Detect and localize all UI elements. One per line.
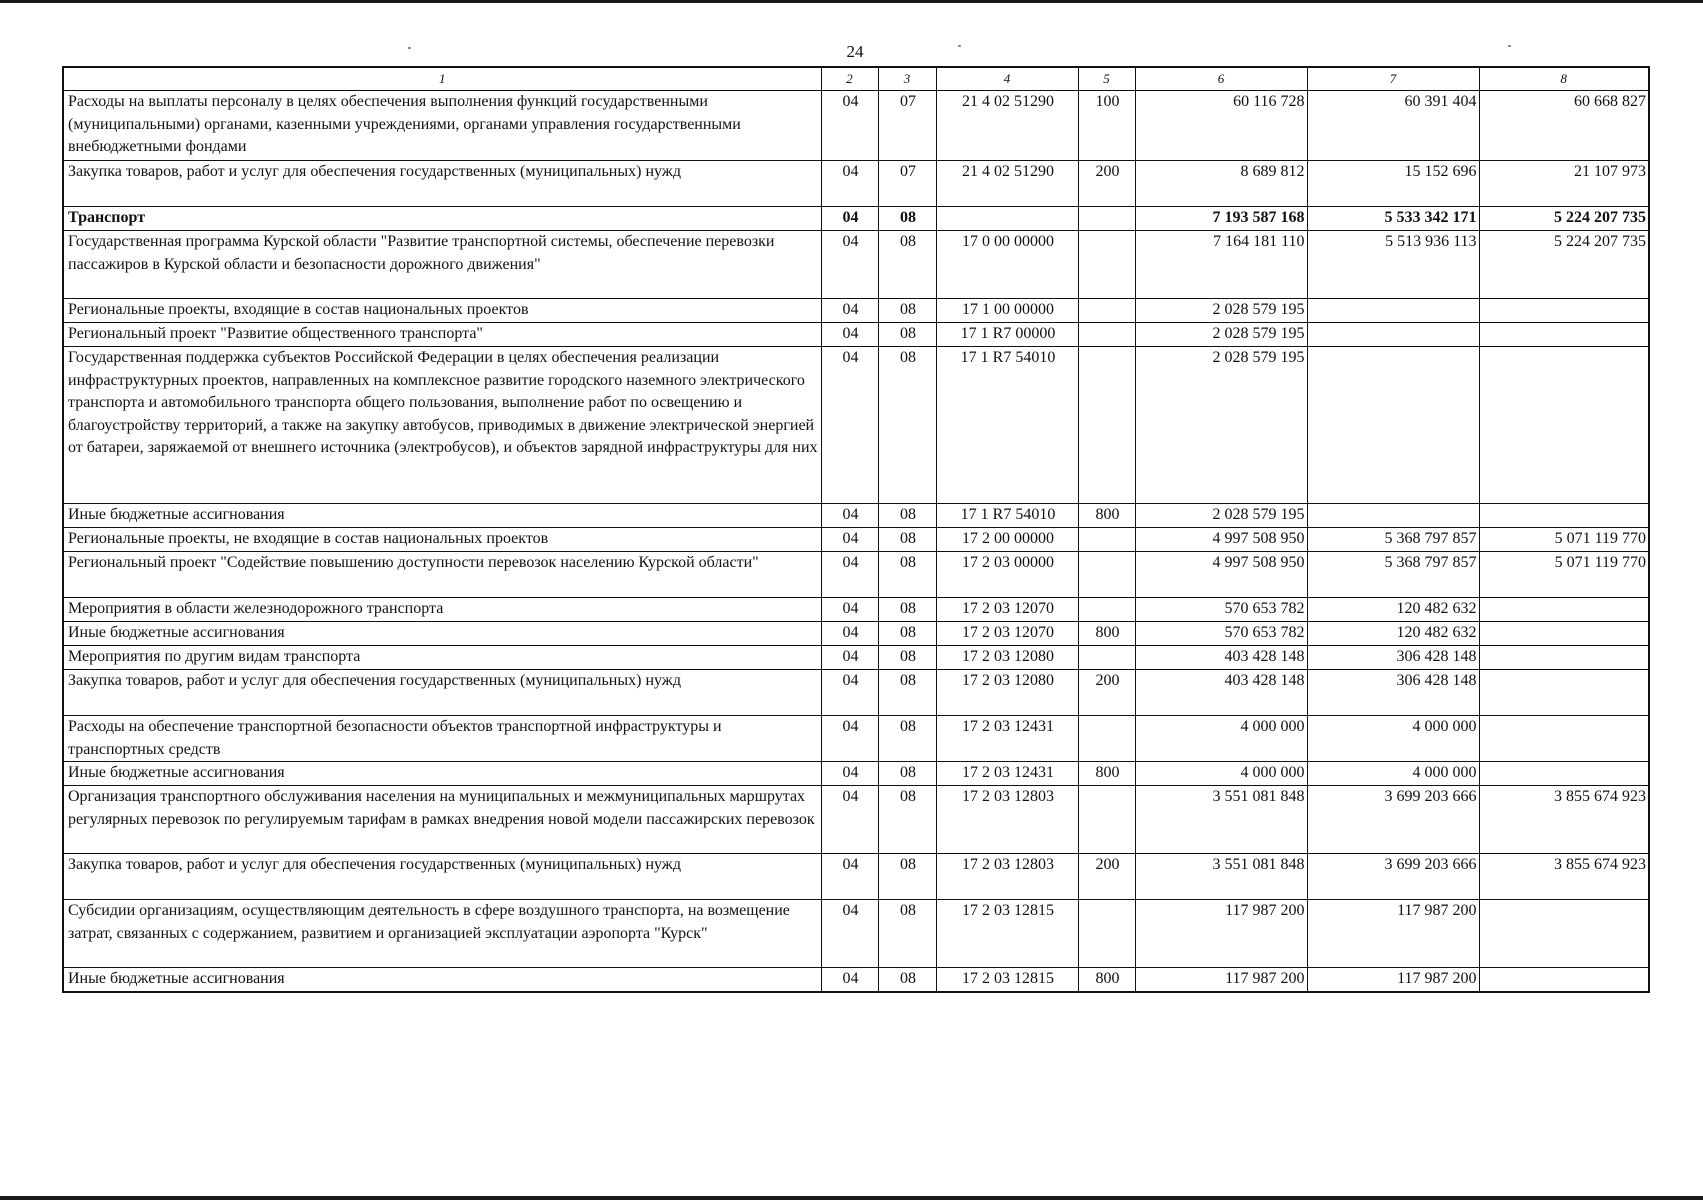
amount-year2-cell: 120 482 632 — [1307, 622, 1479, 646]
column-number: 4 — [936, 67, 1078, 91]
table-row — [63, 504, 1649, 528]
table-row — [63, 968, 1649, 992]
amount-year2-cell — [1307, 299, 1479, 323]
amount-year1-cell: 403 428 148 — [1135, 670, 1307, 716]
amount-year1-cell: 403 428 148 — [1135, 646, 1307, 670]
row-name-cell: Транспорт — [63, 207, 821, 231]
column-number: 8 — [1479, 67, 1649, 91]
subsection-code-cell: 08 — [878, 504, 936, 528]
section-code-cell: 04 — [821, 323, 878, 347]
column-number-row — [63, 67, 1649, 91]
expense-type-cell — [1078, 552, 1135, 598]
expense-type-cell: 800 — [1078, 622, 1135, 646]
amount-year2-cell — [1307, 347, 1479, 504]
expense-type-cell — [1078, 347, 1135, 504]
row-name-cell: Иные бюджетные ассигнования — [63, 968, 821, 992]
target-article-cell: 17 2 03 12431 — [936, 716, 1078, 762]
amount-year2-cell — [1307, 504, 1479, 528]
target-article-cell: 21 4 02 51290 — [936, 161, 1078, 207]
target-article-cell: 17 2 03 12815 — [936, 968, 1078, 992]
expense-type-cell: 800 — [1078, 762, 1135, 786]
amount-year2-cell: 117 987 200 — [1307, 900, 1479, 968]
expense-type-cell — [1078, 528, 1135, 552]
amount-year3-cell — [1479, 968, 1649, 992]
table-row — [63, 91, 1649, 161]
amount-year3-cell — [1479, 299, 1649, 323]
amount-year1-cell: 117 987 200 — [1135, 968, 1307, 992]
row-name-cell: Мероприятия в области железнодорожного транспорта — [63, 598, 821, 622]
expense-type-cell — [1078, 716, 1135, 762]
target-article-cell: 17 1 R7 54010 — [936, 347, 1078, 504]
section-code-cell: 04 — [821, 161, 878, 207]
expense-type-cell — [1078, 323, 1135, 347]
target-article-cell: 17 2 00 00000 — [936, 528, 1078, 552]
amount-year1-cell: 117 987 200 — [1135, 900, 1307, 968]
expense-type-cell — [1078, 207, 1135, 231]
table-row — [63, 670, 1649, 716]
table-row — [63, 323, 1649, 347]
amount-year1-cell: 4 997 508 950 — [1135, 552, 1307, 598]
table-body — [63, 67, 1649, 992]
subsection-code-cell: 08 — [878, 762, 936, 786]
amount-year2-cell: 60 391 404 — [1307, 91, 1479, 161]
row-name-cell: Региональный проект "Развитие общественного транспорта" — [63, 323, 821, 347]
amount-year1-cell: 2 028 579 195 — [1135, 323, 1307, 347]
section-code-cell: 04 — [821, 786, 878, 854]
table-row — [63, 786, 1649, 854]
subsection-code-cell: 08 — [878, 207, 936, 231]
column-number: 1 — [63, 67, 821, 91]
amount-year3-cell — [1479, 900, 1649, 968]
amount-year1-cell: 60 116 728 — [1135, 91, 1307, 161]
column-number: 3 — [878, 67, 936, 91]
amount-year2-cell: 3 699 203 666 — [1307, 854, 1479, 900]
amount-year2-cell: 15 152 696 — [1307, 161, 1479, 207]
amount-year2-cell: 4 000 000 — [1307, 716, 1479, 762]
table-row — [63, 598, 1649, 622]
amount-year3-cell: 5 071 119 770 — [1479, 528, 1649, 552]
target-article-cell: 17 0 00 00000 — [936, 231, 1078, 299]
subsection-code-cell: 08 — [878, 347, 936, 504]
table-row — [63, 854, 1649, 900]
subsection-code-cell: 08 — [878, 598, 936, 622]
table-row — [63, 207, 1649, 231]
table-row — [63, 762, 1649, 786]
section-code-cell: 04 — [821, 91, 878, 161]
amount-year3-cell: 21 107 973 — [1479, 161, 1649, 207]
expense-type-cell — [1078, 646, 1135, 670]
amount-year3-cell — [1479, 716, 1649, 762]
subsection-code-cell: 08 — [878, 786, 936, 854]
amount-year2-cell — [1307, 323, 1479, 347]
expense-type-cell: 200 — [1078, 854, 1135, 900]
row-name-cell: Закупка товаров, работ и услуг для обеспечения государственных (муниципальных) нужд — [63, 670, 821, 716]
section-code-cell: 04 — [821, 231, 878, 299]
target-article-cell: 17 1 R7 54010 — [936, 504, 1078, 528]
row-name-cell: Иные бюджетные ассигнования — [63, 622, 821, 646]
amount-year3-cell — [1479, 646, 1649, 670]
scan-edge-bottom — [0, 1196, 1703, 1200]
expense-type-cell — [1078, 299, 1135, 323]
row-name-cell: Закупка товаров, работ и услуг для обеспечения государственных (муниципальных) нужд — [63, 161, 821, 207]
amount-year3-cell — [1479, 504, 1649, 528]
section-code-cell: 04 — [821, 900, 878, 968]
scan-speck — [958, 45, 961, 47]
amount-year3-cell — [1479, 762, 1649, 786]
amount-year2-cell: 3 699 203 666 — [1307, 786, 1479, 854]
section-code-cell: 04 — [821, 716, 878, 762]
row-name-cell: Расходы на выплаты персоналу в целях обеспечения выполнения функций государственными (муниципальными) органами, казенными учреждениями, органами управления государственными внебюджетными фондами — [63, 91, 821, 161]
table-row — [63, 347, 1649, 504]
expense-type-cell: 800 — [1078, 504, 1135, 528]
amount-year3-cell: 3 855 674 923 — [1479, 854, 1649, 900]
amount-year3-cell — [1479, 670, 1649, 716]
target-article-cell: 17 1 R7 00000 — [936, 323, 1078, 347]
amount-year3-cell — [1479, 598, 1649, 622]
row-name-cell: Субсидии организациям, осуществляющим деятельность в сфере воздушного транспорта, на возмещение затрат, связанных с содержанием, развитием и организацией эксплуатации аэропорта "Курск" — [63, 900, 821, 968]
table-row — [63, 552, 1649, 598]
row-name-cell: Организация транспортного обслуживания населения на муниципальных и межмуниципальных маршрутах регулярных перевозок по регулируемым тарифам в рамках внедрения новой модели пассажирских перевозок — [63, 786, 821, 854]
expense-type-cell: 100 — [1078, 91, 1135, 161]
row-name-cell: Государственная поддержка субъектов Российской Федерации в целях обеспечения реализации инфраструктурных проектов, направленных на комплексное развитие городского наземного электрического транспорта и автомобильного транспорта общего пользования, выполнение работ по освещению и благоустройству территорий, а также на закупку автобусов, приводимых в движение электрической энергией от батареи, заряжаемой от внешнего источника (электробусов), и объектов зарядной инфраструктуры для них — [63, 347, 821, 504]
row-name-cell: Государственная программа Курской области "Развитие транспортной системы, обеспечение перевозки пассажиров в Курской области и безопасности дорожного движения" — [63, 231, 821, 299]
amount-year1-cell: 7 193 587 168 — [1135, 207, 1307, 231]
amount-year3-cell: 3 855 674 923 — [1479, 786, 1649, 854]
subsection-code-cell: 08 — [878, 528, 936, 552]
budget-table — [62, 66, 1650, 993]
row-name-cell: Региональные проекты, не входящие в состав национальных проектов — [63, 528, 821, 552]
target-article-cell: 17 2 03 12070 — [936, 598, 1078, 622]
target-article-cell: 17 2 03 12803 — [936, 786, 1078, 854]
table-row — [63, 716, 1649, 762]
row-name-cell: Иные бюджетные ассигнования — [63, 762, 821, 786]
amount-year2-cell: 5 513 936 113 — [1307, 231, 1479, 299]
expense-type-cell: 200 — [1078, 670, 1135, 716]
amount-year2-cell: 5 368 797 857 — [1307, 528, 1479, 552]
amount-year2-cell: 306 428 148 — [1307, 646, 1479, 670]
scan-edge-top — [0, 0, 1703, 3]
subsection-code-cell: 08 — [878, 854, 936, 900]
expense-type-cell — [1078, 900, 1135, 968]
amount-year1-cell: 8 689 812 — [1135, 161, 1307, 207]
row-name-cell: Расходы на обеспечение транспортной безопасности объектов транспортной инфраструктуры и транспортных средств — [63, 716, 821, 762]
amount-year1-cell: 2 028 579 195 — [1135, 504, 1307, 528]
subsection-code-cell: 08 — [878, 552, 936, 598]
amount-year2-cell: 5 368 797 857 — [1307, 552, 1479, 598]
table-row — [63, 161, 1649, 207]
amount-year3-cell — [1479, 347, 1649, 504]
target-article-cell: 17 2 03 12080 — [936, 670, 1078, 716]
amount-year1-cell: 570 653 782 — [1135, 598, 1307, 622]
table-row — [63, 299, 1649, 323]
section-code-cell: 04 — [821, 854, 878, 900]
target-article-cell: 17 2 03 12803 — [936, 854, 1078, 900]
amount-year1-cell: 570 653 782 — [1135, 622, 1307, 646]
amount-year3-cell — [1479, 622, 1649, 646]
expense-type-cell — [1078, 786, 1135, 854]
row-name-cell: Мероприятия по другим видам транспорта — [63, 646, 821, 670]
row-name-cell: Закупка товаров, работ и услуг для обеспечения государственных (муниципальных) нужд — [63, 854, 821, 900]
subsection-code-cell: 08 — [878, 299, 936, 323]
amount-year3-cell: 5 071 119 770 — [1479, 552, 1649, 598]
amount-year3-cell — [1479, 323, 1649, 347]
row-name-cell: Иные бюджетные ассигнования — [63, 504, 821, 528]
section-code-cell: 04 — [821, 598, 878, 622]
amount-year1-cell: 7 164 181 110 — [1135, 231, 1307, 299]
column-number: 2 — [821, 67, 878, 91]
table-row — [63, 528, 1649, 552]
target-article-cell: 17 1 00 00000 — [936, 299, 1078, 323]
subsection-code-cell: 08 — [878, 670, 936, 716]
amount-year3-cell: 5 224 207 735 — [1479, 207, 1649, 231]
amount-year2-cell: 306 428 148 — [1307, 670, 1479, 716]
amount-year3-cell: 5 224 207 735 — [1479, 231, 1649, 299]
amount-year2-cell: 117 987 200 — [1307, 968, 1479, 992]
subsection-code-cell: 08 — [878, 646, 936, 670]
table-row — [63, 622, 1649, 646]
section-code-cell: 04 — [821, 622, 878, 646]
table-row — [63, 231, 1649, 299]
scan-speck — [408, 47, 411, 49]
section-code-cell: 04 — [821, 968, 878, 992]
expense-type-cell: 200 — [1078, 161, 1135, 207]
section-code-cell: 04 — [821, 299, 878, 323]
column-number: 6 — [1135, 67, 1307, 91]
target-article-cell: 17 2 03 00000 — [936, 552, 1078, 598]
subsection-code-cell: 08 — [878, 716, 936, 762]
amount-year1-cell: 2 028 579 195 — [1135, 347, 1307, 504]
page-number: 24 — [846, 42, 864, 61]
amount-year1-cell: 3 551 081 848 — [1135, 786, 1307, 854]
subsection-code-cell: 08 — [878, 900, 936, 968]
expense-type-cell — [1078, 231, 1135, 299]
subsection-code-cell: 08 — [878, 323, 936, 347]
amount-year2-cell: 4 000 000 — [1307, 762, 1479, 786]
target-article-cell: 21 4 02 51290 — [936, 91, 1078, 161]
amount-year2-cell: 120 482 632 — [1307, 598, 1479, 622]
column-number: 7 — [1307, 67, 1479, 91]
section-code-cell: 04 — [821, 552, 878, 598]
amount-year1-cell: 2 028 579 195 — [1135, 299, 1307, 323]
section-code-cell: 04 — [821, 504, 878, 528]
subsection-code-cell: 08 — [878, 968, 936, 992]
target-article-cell: 17 2 03 12431 — [936, 762, 1078, 786]
target-article-cell: 17 2 03 12070 — [936, 622, 1078, 646]
scan-speck — [1508, 45, 1511, 47]
amount-year1-cell: 4 997 508 950 — [1135, 528, 1307, 552]
target-article-cell — [936, 207, 1078, 231]
expense-type-cell: 800 — [1078, 968, 1135, 992]
amount-year2-cell: 5 533 342 171 — [1307, 207, 1479, 231]
target-article-cell: 17 2 03 12815 — [936, 900, 1078, 968]
row-name-cell: Региональный проект "Содействие повышению доступности перевозок населению Курской области" — [63, 552, 821, 598]
subsection-code-cell: 08 — [878, 231, 936, 299]
section-code-cell: 04 — [821, 762, 878, 786]
subsection-code-cell: 07 — [878, 161, 936, 207]
row-name-cell: Региональные проекты, входящие в состав национальных проектов — [63, 299, 821, 323]
subsection-code-cell: 08 — [878, 622, 936, 646]
target-article-cell: 17 2 03 12080 — [936, 646, 1078, 670]
subsection-code-cell: 07 — [878, 91, 936, 161]
table-row — [63, 646, 1649, 670]
amount-year1-cell: 3 551 081 848 — [1135, 854, 1307, 900]
section-code-cell: 04 — [821, 347, 878, 504]
table-row — [63, 900, 1649, 968]
section-code-cell: 04 — [821, 207, 878, 231]
column-number: 5 — [1078, 67, 1135, 91]
section-code-cell: 04 — [821, 646, 878, 670]
amount-year1-cell: 4 000 000 — [1135, 716, 1307, 762]
expense-type-cell — [1078, 598, 1135, 622]
amount-year1-cell: 4 000 000 — [1135, 762, 1307, 786]
section-code-cell: 04 — [821, 670, 878, 716]
section-code-cell: 04 — [821, 528, 878, 552]
amount-year3-cell: 60 668 827 — [1479, 91, 1649, 161]
